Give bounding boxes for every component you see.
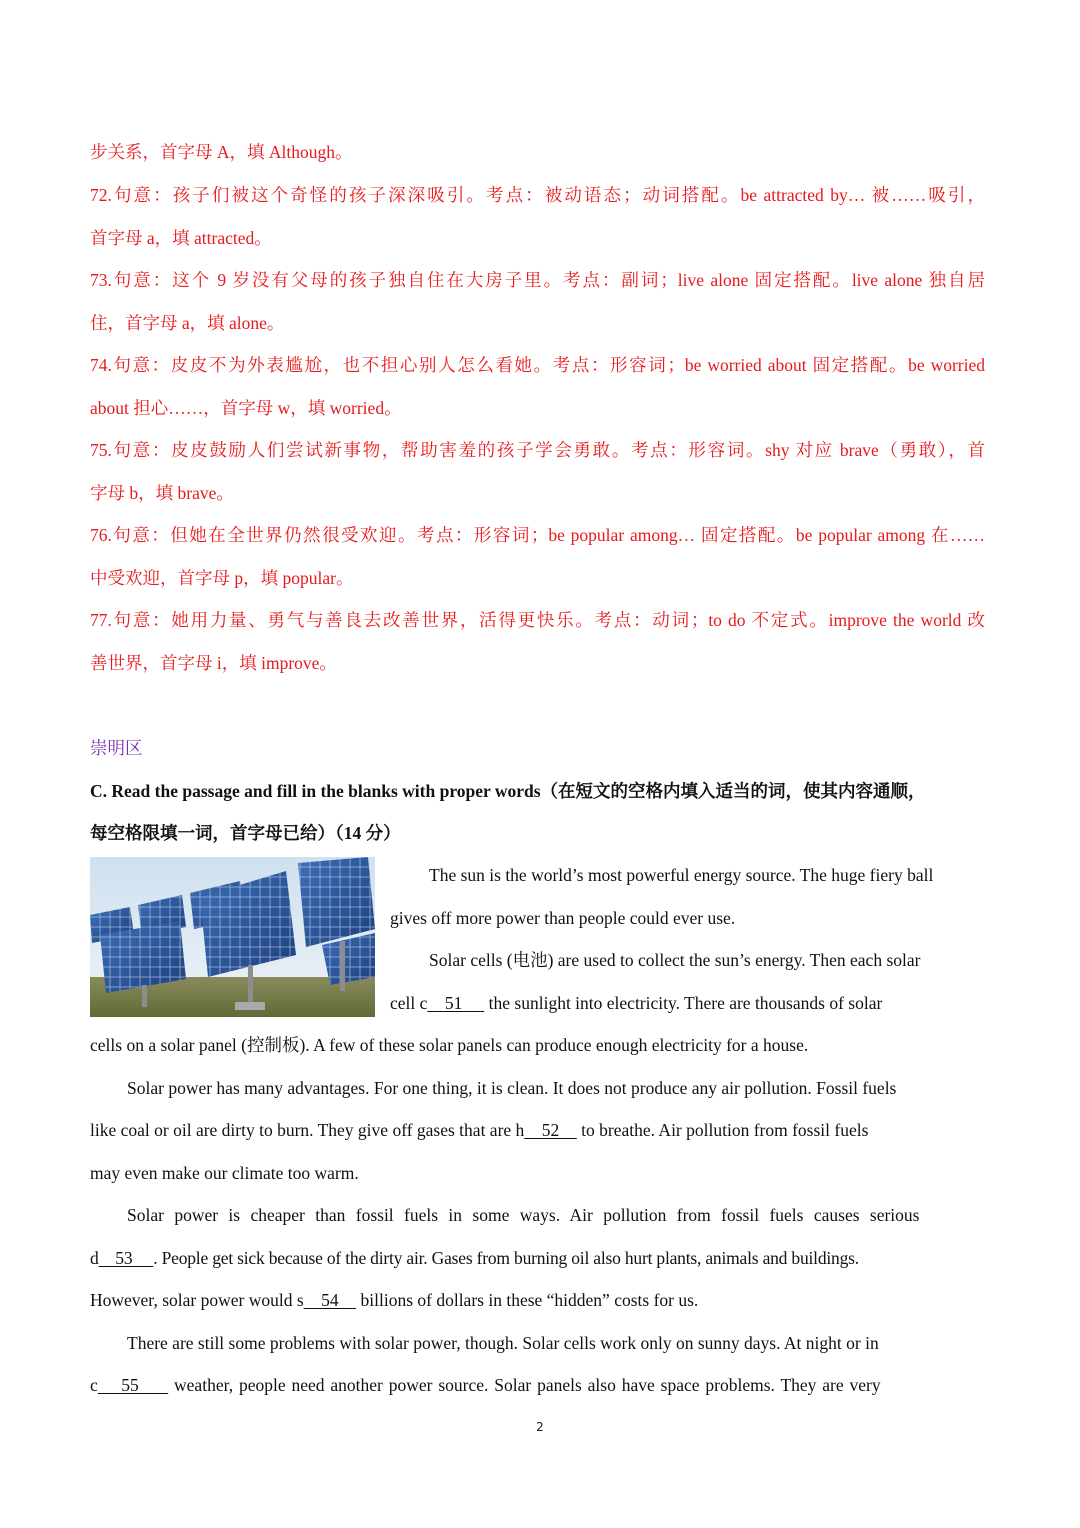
section-title-line-1 xyxy=(90,779,985,803)
passage-text: d xyxy=(90,1248,99,1268)
passage-line-11 xyxy=(90,1288,698,1312)
answer-75-line-2: 字母 b，填 brave。 xyxy=(90,483,234,503)
answer-76-line-1: 76.句意：但她在全世界仍然很受欢迎。考点：形容词；be popular among… 固定搭配。be popular among 在…… xyxy=(90,525,985,545)
blank-51: 51 xyxy=(427,993,485,1013)
passage-line-12: There are still some problems with solar power, though. Solar cells work only on sunny days. At night or in xyxy=(127,1333,879,1353)
passage-line-8: may even make our climate too warm. xyxy=(90,1163,359,1183)
answer-74-line-2: about 担心……，首字母 w，填 worried。 xyxy=(90,398,402,418)
solar-panels-photo xyxy=(90,857,375,1017)
passage-line-2: gives off more power than people could ever use. xyxy=(390,908,736,928)
passage-text: c xyxy=(90,1375,98,1395)
passage-text: However, solar power would s xyxy=(90,1290,304,1310)
district-heading: 崇明区 xyxy=(90,738,143,758)
passage-line-3: Solar cells (电池) are used to collect the sun’s energy. Then each solar xyxy=(429,950,921,970)
passage-line-9: Solar power is cheaper than fossil fuels in some ways. Air pollution from fossil fuels causes serious xyxy=(127,1205,920,1225)
blank-54: 54 xyxy=(303,1290,357,1310)
blank-53: 53 xyxy=(98,1248,154,1268)
answer-76-line-2: 中受欢迎，首字母 p，填 popular。 xyxy=(90,568,354,588)
answer-73-line-1: 73.句意：这个 9 岁没有父母的孩子独自住在大房子里。考点：副词；live alone 固定搭配。live alone 独自居 xyxy=(90,270,985,290)
passage-line-4 xyxy=(390,991,882,1015)
passage-text: the sunlight into electricity. There are thousands of solar xyxy=(484,993,883,1013)
answer-73-line-2: 住，首字母 a，填 alone。 xyxy=(90,313,285,333)
passage-line-5: cells on a solar panel (控制板). A few of these solar panels can produce enough electricity for a house. xyxy=(90,1035,809,1055)
passage-text: like coal or oil are dirty to burn. They give off gases that are h xyxy=(90,1120,525,1140)
answer-77-line-2: 善世界，首字母 i，填 improve。 xyxy=(90,653,337,673)
passage-text: cell c xyxy=(390,993,428,1013)
section-title-zh: （在短文的空格内填入适当的词，使其内容通顺， xyxy=(540,781,926,801)
blank-52: 52 xyxy=(524,1120,577,1140)
passage-text: to breathe. Air pollution from fossil fuels xyxy=(576,1120,869,1140)
passage-line-6: Solar power has many advantages. For one thing, it is clean. It does not produce any air pollution. Fossil fuels xyxy=(127,1078,897,1098)
page-number: 2 xyxy=(536,1420,544,1434)
passage-line-7 xyxy=(90,1118,868,1142)
section-title-line-2: 每空格限填一词，首字母已给）（14 分） xyxy=(90,823,401,843)
passage-text: . People get sick because of the dirty air. Gases from burning oil also hurt plants, animals and buildings. xyxy=(153,1248,859,1268)
answer-77-line-1: 77.句意：她用力量、勇气与善良去改善世界，活得更快乐。考点：动词；to do 不定式。improve the world 改 xyxy=(90,610,985,630)
answer-74-line-1: 74.句意：皮皮不为外表尴尬，也不担心别人怎么看她。考点：形容词；be worried about 固定搭配。be worried xyxy=(90,355,985,375)
answer-72-line-2: 首字母 a，填 attracted。 xyxy=(90,228,272,248)
passage-line-1: The sun is the world’s most powerful energy source. The huge fiery ball xyxy=(429,865,934,885)
answer-71-line-1: 步关系，首字母 A，填 Although。 xyxy=(90,142,353,162)
passage-line-13 xyxy=(90,1373,881,1397)
section-title-en: C. Read the passage and fill in the blanks with proper words xyxy=(90,781,541,801)
passage-text: weather, people need another power source. Solar panels also have space problems. They are very xyxy=(168,1375,881,1395)
passage-text: billions of dollars in these “hidden” costs for us. xyxy=(356,1290,699,1310)
passage-line-10 xyxy=(90,1246,859,1270)
answer-72-line-1: 72.句意：孩子们被这个奇怪的孩子深深吸引。考点：被动语态；动词搭配。be attracted by… 被……吸引， xyxy=(90,185,985,205)
answer-75-line-1: 75.句意：皮皮鼓励人们尝试新事物，帮助害羞的孩子学会勇敢。考点：形容词。shy 对应 brave（勇敢），首 xyxy=(90,440,985,460)
blank-55: 55 xyxy=(97,1375,169,1395)
